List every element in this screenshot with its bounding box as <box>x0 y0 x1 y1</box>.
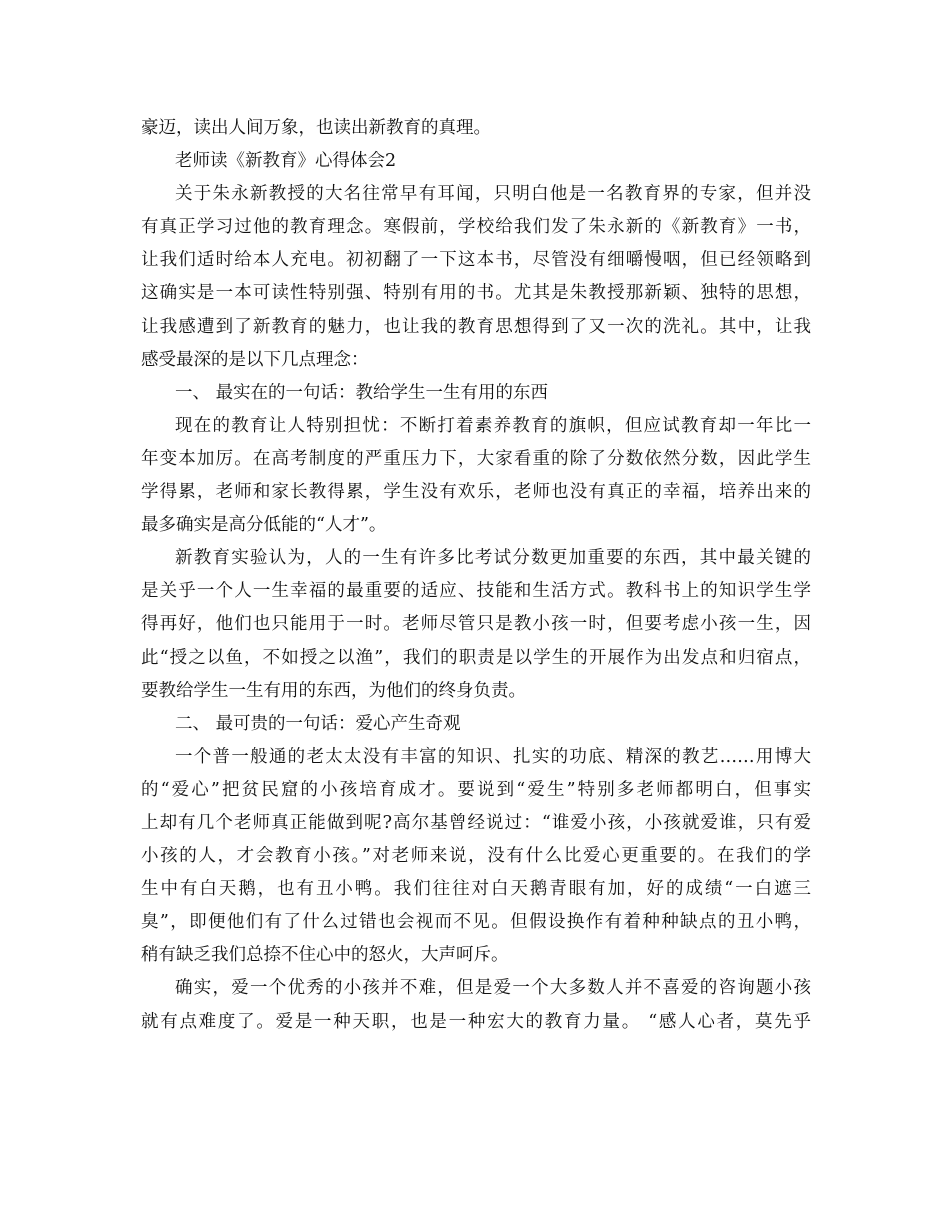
paragraph-line: 此“授之以鱼，不如授之以渔”，我们的职责是以学生的开展作为出发点和归宿点， <box>141 647 811 668</box>
paragraph-line: 就有点难度了。爱是一种天职，也是一种宏大的教育力量。 “感人心者，莫先乎 <box>141 1011 811 1032</box>
document-body <box>141 112 811 1039</box>
paragraph-line: 有真正学习过他的教育理念。寒假前，学校给我们发了朱永新的《新教育》一书， <box>141 217 811 238</box>
paragraph-line: 生中有白天鹅，也有丑小鸭。我们往往对白天鹅青眼有加，好的成绩“一白遮三 <box>141 879 811 900</box>
paragraph-line: 现在的教育让人特别担忧：不断打着素养教育的旗帜，但应试教育却一年比一 <box>175 415 811 436</box>
paragraph-line: 年变本加厉。在高考制度的严重压力下，大家看重的除了分数依然分数，因此学生 <box>141 448 811 469</box>
paragraph-line: 要教给学生一生有用的东西，为他们的终身负责。 <box>141 680 526 701</box>
paragraph-line: 确实，爱一个优秀的小孩并不难，但是爱一个大多数人并不喜爱的咨询题小孩 <box>175 978 811 999</box>
paragraph-line: 上却有几个老师真正能做到呢?高尔基曾经说过：“谁爱小孩，小孩就爱谁，只有爱 <box>141 812 811 833</box>
paragraph-line: 臭”，即便他们有了什么过错也会视而不见。但假设换作有着种种缺点的丑小鸭， <box>141 912 811 933</box>
paragraph-line: 关于朱永新教授的大名往常早有耳闻，只明白他是一名教育界的专家，但并没 <box>175 184 811 205</box>
paragraph-line: 的“爱心”把贫民窟的小孩培育成才。要说到“爱生”特别多老师都明白，但事实 <box>141 779 811 800</box>
paragraph-line: 让我感遭到了新教育的魅力，也让我的教育思想得到了又一次的洗礼。其中，让我 <box>141 316 811 337</box>
paragraph-line: 最多确实是高分低能的“人才”。 <box>141 515 387 536</box>
paragraph-line: 新教育实验认为，人的一生有许多比考试分数更加重要的东西，其中最关键的 <box>175 548 811 569</box>
paragraph-line: 一个普一般通的老太太没有丰富的知识、扎实的功底、精深的教艺……用博大 <box>175 746 811 767</box>
paragraph-line: 稍有缺乏我们总捺不住心中的怒火，大声呵斥。 <box>141 945 509 966</box>
paragraph-line: 得再好，他们也只能用于一时。老师尽管只是教小孩一时，但要考虑小孩一生，因 <box>141 614 811 635</box>
paragraph-line: 豪迈，读出人间万象，也读出新教育的真理。 <box>141 118 491 138</box>
section-heading: 二、 最可贵的一句话：爱心产生奇观 <box>175 713 461 734</box>
paragraph-line: 让我们适时给本人充电。初初翻了一下这本书，尽管没有细嚼慢咽，但已经领略到 <box>141 250 811 271</box>
section-heading: 一、 最实在的一句话：教给学生一生有用的东西 <box>175 382 549 403</box>
paragraph-line: 学得累，老师和家长教得累，学生没有欢乐，老师也没有真正的幸福，培养出来的 <box>141 482 811 503</box>
paragraph-line: 这确实是一本可读性特别强、特别有用的书。尤其是朱教授那新颖、独特的思想， <box>141 283 811 304</box>
paragraph-line: 是关乎一个人一生幸福的最重要的适应、技能和生活方式。教科书上的知识学生学 <box>141 581 811 602</box>
document-title: 老师读《新教育》心得体会2 <box>175 151 397 172</box>
paragraph-line: 小孩的人，才会教育小孩。”对老师来说，没有什么比爱心更重要的。在我们的学 <box>141 846 811 867</box>
paragraph-line: 感受最深的是以下几点理念： <box>141 349 369 370</box>
